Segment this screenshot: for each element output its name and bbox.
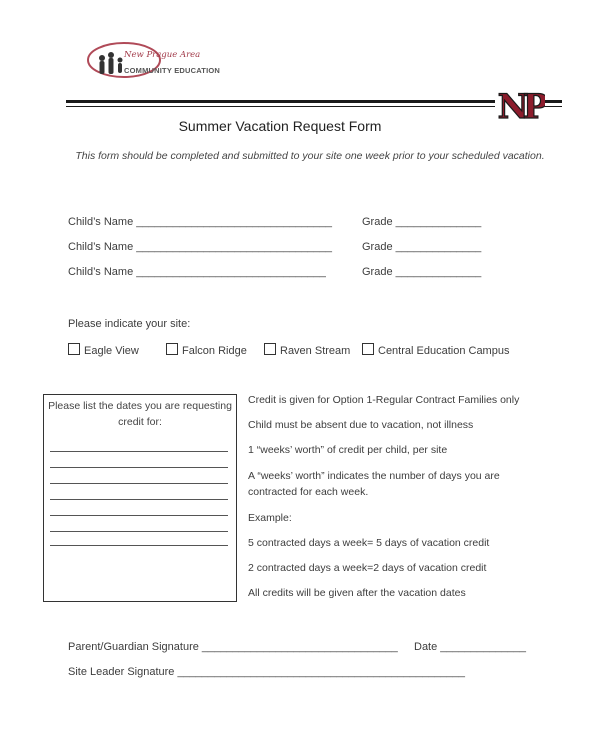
- date-entry-line[interactable]: [50, 545, 228, 546]
- grade-field-3[interactable]: Grade ______________: [362, 266, 482, 278]
- credit-info-line: 5 contracted days a week= 5 days of vacation credit: [248, 537, 490, 549]
- site-prompt: Please indicate your site:: [68, 318, 191, 330]
- site-option-eagle-view[interactable]: [68, 343, 139, 357]
- dates-box-header: Please list the dates you are requesting credit for:: [48, 400, 232, 428]
- parent-signature-field[interactable]: Parent/Guardian Signature ________________________________: [68, 641, 398, 653]
- logo-org-text: COMMUNITY EDUCATION: [124, 66, 221, 75]
- date-entry-line[interactable]: [50, 451, 228, 452]
- grade-field-1[interactable]: Grade ______________: [362, 216, 482, 228]
- credit-info-line: 2 contracted days a week=2 days of vacation credit: [248, 562, 487, 574]
- site-option-central-education-campus[interactable]: [362, 343, 509, 357]
- child-name-field-1[interactable]: Child’s Name ________________________________: [68, 216, 333, 228]
- child-name-field-3[interactable]: Child’s Name _______________________________: [68, 266, 326, 278]
- community-education-logo: [84, 38, 219, 84]
- date-entry-line[interactable]: [50, 515, 228, 516]
- header-rule-thick: [66, 100, 562, 103]
- credit-info-line: A “weeks’ worth” indicates the number of days you are: [248, 470, 500, 482]
- credit-info-line: Credit is given for Option 1-Regular Contract Families only: [248, 394, 520, 406]
- credit-info-line: 1 “weeks’ worth” of credit per child, per site: [248, 444, 448, 456]
- site-option-label: Raven Stream: [280, 345, 351, 357]
- site-option-raven-stream[interactable]: [264, 343, 350, 357]
- credit-info-line: Child must be absent due to vacation, not illness: [248, 419, 474, 431]
- credit-info-line: contracted for each week.: [248, 486, 369, 498]
- date-field[interactable]: Date ______________: [414, 641, 526, 653]
- header-rule-thin: [66, 106, 562, 107]
- form-title: Summer Vacation Request Form: [178, 118, 382, 134]
- date-entry-line[interactable]: [50, 483, 228, 484]
- checkbox[interactable]: [264, 343, 276, 355]
- checkbox[interactable]: [68, 343, 80, 355]
- credit-info-line: All credits will be given after the vacation dates: [248, 587, 466, 599]
- form-intro: This form should be completed and submitted to your site one week prior to your scheduled vacation.: [75, 150, 545, 162]
- site-option-label: Central Education Campus: [378, 345, 510, 357]
- child-name-field-2[interactable]: Child’s Name ________________________________: [68, 241, 333, 253]
- date-entry-line[interactable]: [50, 499, 228, 500]
- np-emblem-text: NP: [497, 87, 543, 127]
- date-entry-line[interactable]: [50, 531, 228, 532]
- site-option-falcon-ridge[interactable]: [166, 343, 247, 357]
- site-leader-signature-field[interactable]: Site Leader Signature _______________________________________________: [68, 666, 465, 678]
- site-option-label: Eagle View: [84, 345, 139, 357]
- logo-script-text: New Prague Area: [124, 50, 201, 60]
- site-option-label: Falcon Ridge: [182, 345, 247, 357]
- date-entry-line[interactable]: [50, 467, 228, 468]
- checkbox[interactable]: [362, 343, 374, 355]
- grade-field-2[interactable]: Grade ______________: [362, 241, 482, 253]
- checkbox[interactable]: [166, 343, 178, 355]
- credit-info-line: Example:: [248, 512, 292, 524]
